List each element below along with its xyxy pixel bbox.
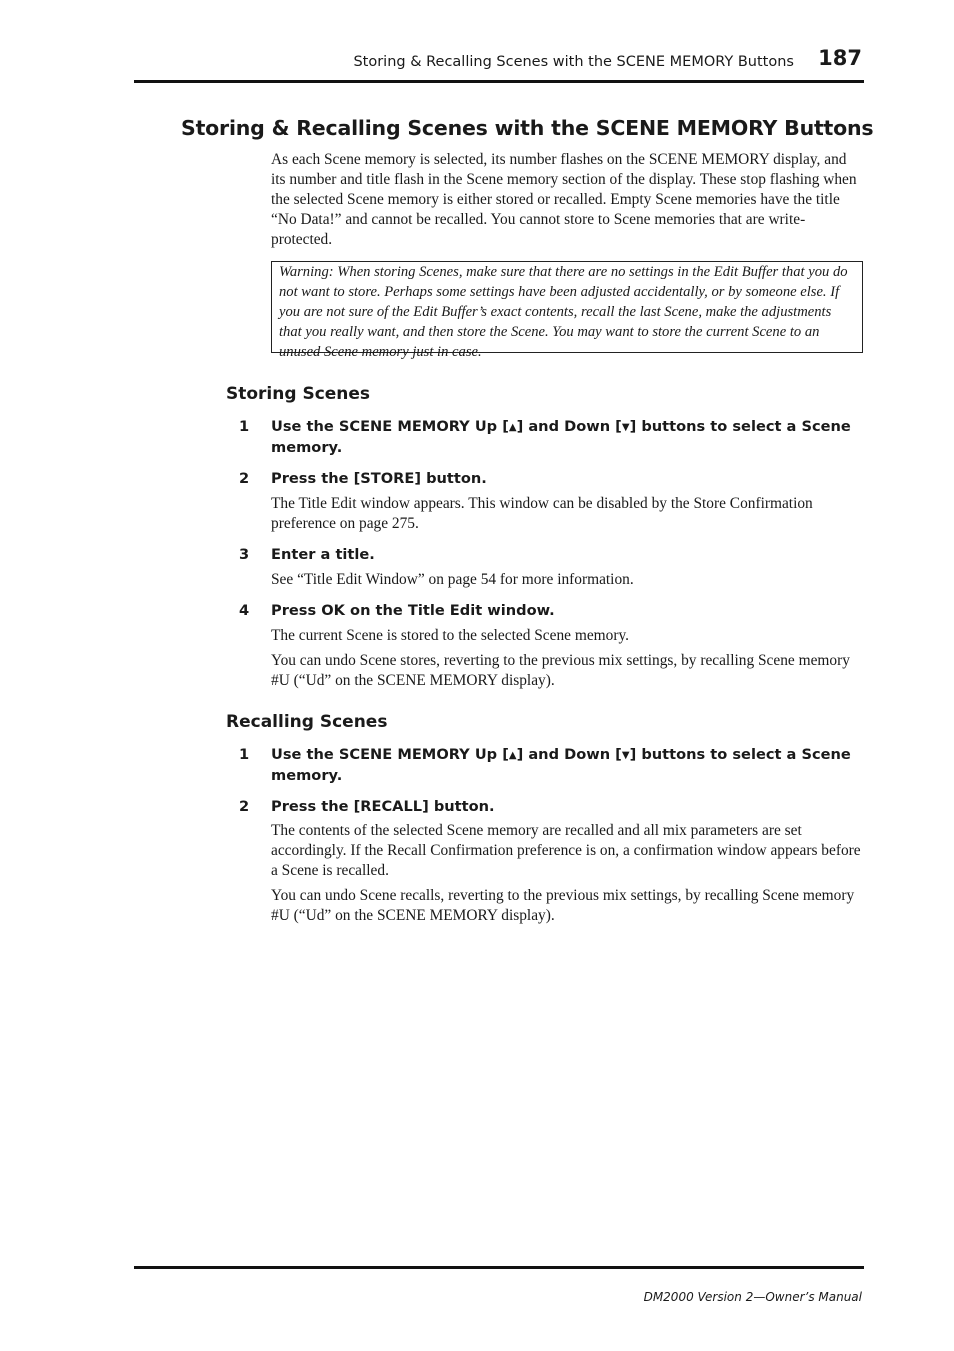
storing-step-3-desc bbox=[271, 570, 863, 590]
step-note: You can undo Scene recalls, reverting to the previous mix settings, by recalling Scene memory #U (“Ud” on the SCENE MEMORY display). bbox=[271, 887, 855, 924]
step-number: 2 bbox=[239, 470, 250, 487]
step-text: Press the [RECALL] button. bbox=[271, 798, 495, 815]
storing-heading: Storing Scenes bbox=[226, 384, 371, 404]
step-text: Use the SCENE MEMORY Up [▲] and Down [▼] buttons to select a Scene memory. bbox=[271, 746, 851, 784]
running-title: Storing & Recalling Scenes with the SCENE MEMORY Buttons bbox=[353, 54, 794, 70]
step-number: 3 bbox=[239, 546, 250, 563]
step-text: Press the [STORE] button. bbox=[271, 470, 487, 487]
running-header bbox=[134, 44, 864, 78]
up-arrow-icon: ▲ bbox=[508, 750, 517, 761]
warning-text: Warning: When storing Scenes, make sure that there are no settings in the Edit Buffer that you do not want to store. Perhaps some settings have been adjusted accidentally, or by someone else. If you are not sure of the Edit Buffer’s exact contents, recall the last Scene, make the adjustments that you really want, and then store the Scene. You may want to store the current Scene to an unused Scene memory just in case. bbox=[279, 264, 848, 360]
step-text: Enter a title. bbox=[271, 546, 375, 563]
step-text: Press OK on the Title Edit window. bbox=[271, 602, 555, 619]
storing-step-4-desc bbox=[271, 626, 863, 691]
step-text: Use the SCENE MEMORY Up [▲] and Down [▼] buttons to select a Scene memory. bbox=[271, 418, 851, 456]
step-description: The Title Edit window appears. This window can be disabled by the Store Confirmation preference on page 275. bbox=[271, 495, 813, 532]
step-number: 2 bbox=[239, 798, 250, 815]
down-arrow-icon: ▼ bbox=[621, 750, 630, 761]
up-arrow-icon: ▲ bbox=[508, 422, 517, 433]
section-title: Storing & Recalling Scenes with the SCENE MEMORY Buttons bbox=[181, 116, 874, 140]
step-note: You can undo Scene stores, reverting to the previous mix settings, by recalling Scene memory #U (“Ud” on the SCENE MEMORY display). bbox=[271, 652, 850, 689]
step-description: The contents of the selected Scene memory are recalled and all mix parameters are set accordingly. If the Recall Confirmation preference is on, a confirmation window appears before a Scene is recalled. bbox=[271, 822, 861, 879]
step-number: 4 bbox=[239, 602, 250, 619]
footer-text: DM2000 Version 2—Owner’s Manual bbox=[643, 1290, 862, 1304]
step-description: See “Title Edit Window” on page 54 for more information. bbox=[271, 571, 634, 588]
intro-paragraph bbox=[271, 150, 863, 250]
down-arrow-icon: ▼ bbox=[621, 422, 630, 433]
page-number: 187 bbox=[818, 46, 862, 70]
footer-rule bbox=[134, 1266, 864, 1269]
storing-step-2-desc bbox=[271, 494, 863, 534]
warning-box bbox=[271, 261, 863, 360]
step-number: 1 bbox=[239, 746, 250, 763]
header-rule bbox=[134, 80, 864, 83]
step-description: The current Scene is stored to the selected Scene memory. bbox=[271, 627, 629, 644]
step-number: 1 bbox=[239, 418, 250, 435]
recalling-step-2-desc bbox=[271, 821, 863, 926]
recalling-heading: Recalling Scenes bbox=[226, 712, 388, 732]
intro-text: As each Scene memory is selected, its number flashes on the SCENE MEMORY display, and its number and title flash in the Scene memory section of the display. These stop flashing when the selected Scene memory is either stored or recalled. Empty Scene memories have the title “No Data!” and cannot be recalled. You cannot store to Scene memories that are write-protected. bbox=[271, 151, 857, 248]
